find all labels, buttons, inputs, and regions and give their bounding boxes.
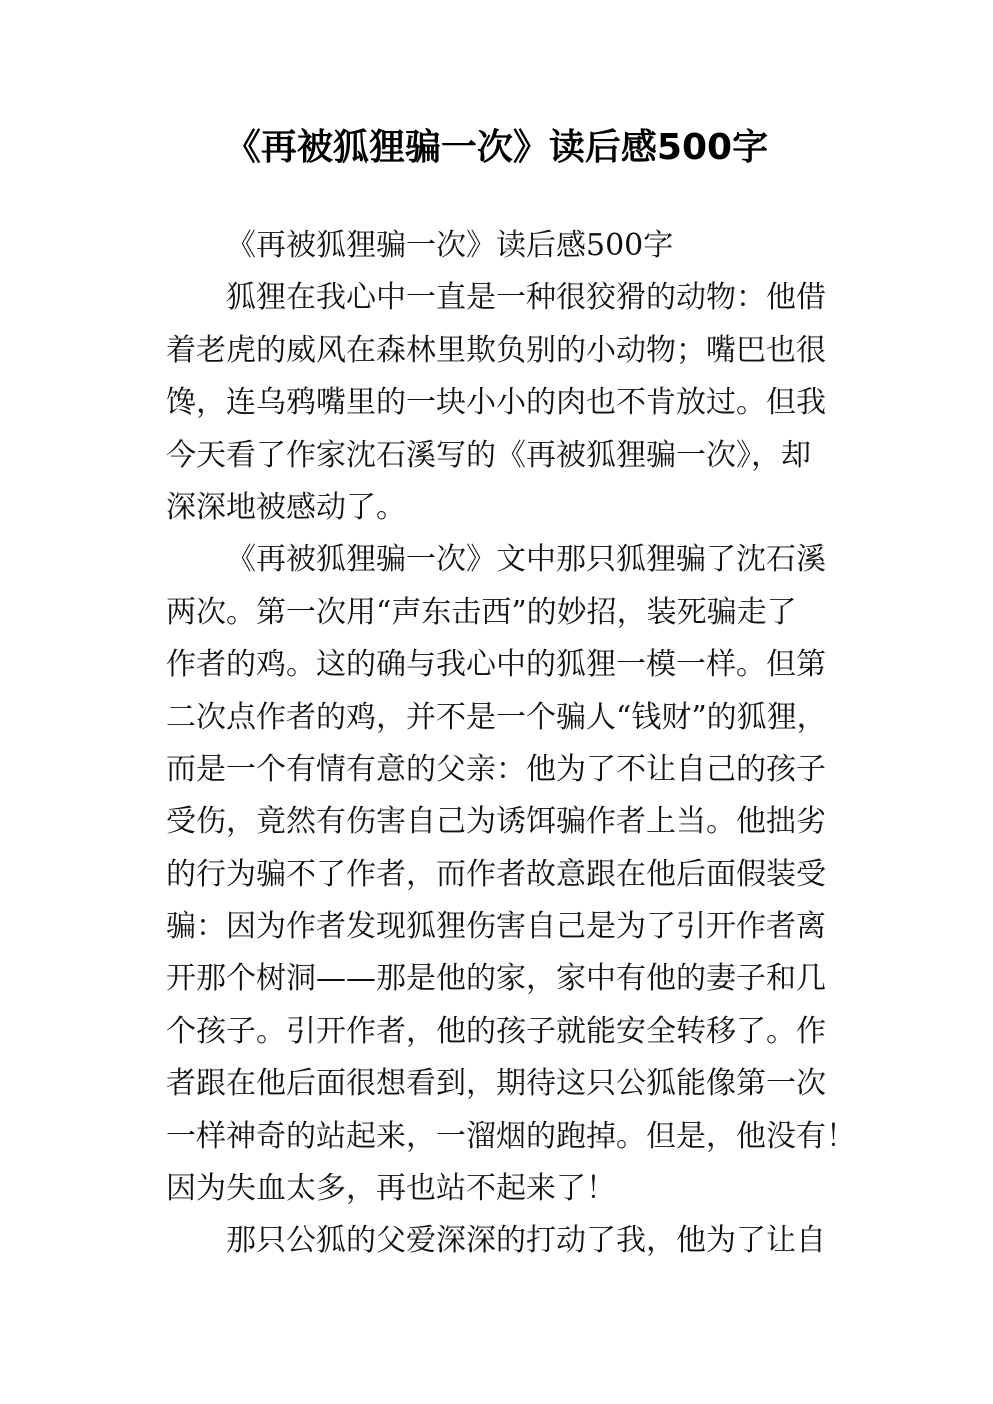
text-line: 受伤，竟然有伤害自己为诱饵骗作者上当。他拙劣 xyxy=(166,804,826,840)
text-line: 两次。第一次用“声东击西”的妙招，装死骗走了 xyxy=(166,594,797,630)
text-line: 二次点作者的鸡，并不是一个骗人“钱财”的狐狸， xyxy=(166,699,827,735)
text-line: 作者的鸡。这的确与我心中的狐狸一模一样。但第 xyxy=(166,647,826,683)
text-line: 开那个树洞——那是他的家，家中有他的妻子和几 xyxy=(166,961,826,997)
text-line: 者跟在他后面很想看到，期待这只公狐能像第一次 xyxy=(166,1066,826,1102)
text-line: 那只公狐的父爱深深的打动了我，他为了让自 xyxy=(226,1223,826,1259)
text-line: 一样神奇的站起来，一溜烟的跑掉。但是，他没有！ xyxy=(166,1118,856,1154)
text-line: 的行为骗不了作者，而作者故意跟在他后面假装受 xyxy=(166,856,826,892)
text-line: 馋，连乌鸦嘴里的一块小小的肉也不肯放过。但我 xyxy=(166,385,826,421)
text-line: 个孩子。引开作者，他的孩子就能安全转移了。作 xyxy=(166,1013,826,1049)
text-line: 因为失血太多，再也站不起来了！ xyxy=(166,1171,616,1207)
document-title: 《再被狐狸骗一次》读后感500字 xyxy=(224,127,769,168)
text-line: 而是一个有情有意的父亲：他为了不让自己的孩子 xyxy=(166,751,826,787)
text-line: 着老虎的威风在森林里欺负别的小动物；嘴巴也很 xyxy=(166,332,826,368)
text-line: 骗：因为作者发现狐狸伤害自己是为了引开作者离 xyxy=(166,909,826,945)
document-body xyxy=(166,220,856,1268)
text-line: 狐狸在我心中一直是一种很狡猾的动物：他借 xyxy=(226,280,826,316)
text-line: 《再被狐狸骗一次》读后感500字 xyxy=(226,228,674,263)
text-line: 今天看了作家沈石溪写的《再被狐狸骗一次》，却 xyxy=(166,437,811,473)
text-line: 深深地被感动了。 xyxy=(166,489,406,525)
text-line: 《再被狐狸骗一次》文中那只狐狸骗了沈石溪 xyxy=(226,542,826,578)
